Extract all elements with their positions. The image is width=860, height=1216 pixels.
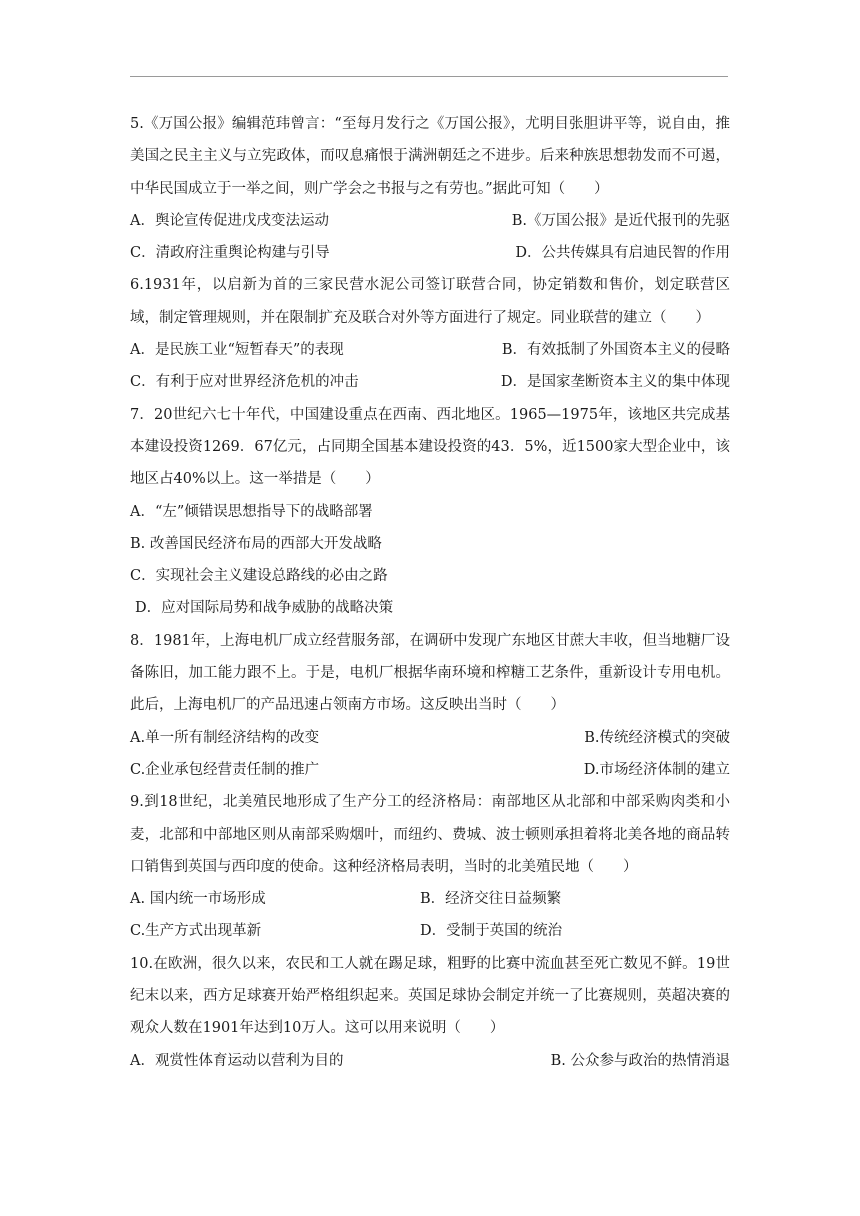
option-b: B. 改善国民经济布局的西部大开发战略 [130, 535, 382, 552]
option-d: D.市场经济体制的建立 [583, 761, 730, 778]
option-c: C.企业承包经营责任制的推广 [130, 761, 320, 778]
question-8 [130, 625, 730, 786]
option-row [130, 883, 730, 915]
header-rule [130, 76, 728, 77]
option-a: A.单一所有制经济结构的改变 [130, 729, 320, 746]
question-10 [130, 948, 730, 1077]
option-row [130, 334, 730, 366]
question-stem: 9.到18世纪，北美殖民地形成了生产分工的经济格局：南部地区从北部和中部采购肉类和小麦，北部和中部地区则从南部采购烟叶，而纽约、费城、波士顿则承担着将北美各地的商品转口销售到英国与西印度的使命。这种经济格局表明，当时的北美殖民地（ ） [130, 794, 730, 875]
question-7 [130, 399, 730, 625]
question-stem: 8．1981年，上海电机厂成立经营服务部，在调研中发现广东地区甘蔗大丰收，但当地糖厂设备陈旧，加工能力跟不上。于是，电机厂根据华南环境和榨糖工艺条件，重新设计专用电机。此后，上海电机厂的产品迅速占领南方市场。这反映出当时（ ） [130, 632, 730, 714]
option-row [130, 722, 730, 754]
option-d: D．公共传媒具有启迪民智的作用 [515, 245, 730, 262]
option-a: A．观赏性体育运动以营利为目的 [130, 1052, 344, 1069]
option-row [130, 915, 730, 947]
question-6 [130, 269, 730, 398]
option-row [130, 366, 730, 398]
option-a: A. 国内统一市场形成 [130, 891, 266, 908]
option-a: A．舆论宣传促进戊戌变法运动 [130, 212, 329, 229]
option-row [130, 1045, 730, 1077]
option-row [130, 205, 730, 237]
option-c: C．实现社会主义建设总路线的必由之路 [130, 568, 388, 585]
option-c: C．有利于应对世界经济危机的冲击 [130, 374, 359, 391]
option-d: D．受制于英国的统治 [420, 923, 563, 940]
option-row [130, 754, 730, 786]
option-row [130, 237, 730, 269]
option-c: C.生产方式出现革新 [130, 923, 262, 940]
option-d: D．是国家垄断资本主义的集中体现 [500, 374, 730, 391]
question-stem: 10.在欧洲，很久以来，农民和工人就在踢足球，粗野的比赛中流血甚至死亡数见不鲜。19世纪末以来，西方足球赛开始严格组织起来。英国足球协会制定并统一了比赛规则，英超决赛的观众人数在1901年达到10万人。这可以用来说明（ ） [130, 955, 730, 1037]
option-b: B.传统经济模式的突破 [584, 729, 730, 746]
option-c: C．清政府注重舆论构建与引导 [130, 245, 330, 262]
question-stem: 6.1931年，以启新为首的三家民营水泥公司签订联营合同，协定销数和售价，划定联营区域，制定管理规则，并在限制扩充及联合对外等方面进行了规定。同业联营的建立（ ） [130, 277, 730, 326]
question-9 [130, 786, 730, 947]
option-a: A．“左”倾错误思想指导下的战略部署 [130, 503, 373, 520]
question-stem: 5.《万国公报》编辑范玮曾言：“至每月发行之《万国公报》，尤明目张胆讲平等，说自由，推美国之民主主义与立宪政体，而叹息痛恨于满洲朝廷之不进步。后来种族思想勃发而不可遏，中华民国成立于一举之间，则广学会之书报与之有劳也。”据此可知（ ） [130, 116, 730, 197]
option-a: A．是民族工业“短暂春天”的表现 [130, 342, 344, 359]
exam-page-content [130, 108, 730, 1077]
option-d: D．应对国际局势和战争威胁的战略决策 [135, 600, 394, 617]
option-b: B.《万国公报》是近代报刊的先驱 [511, 212, 730, 229]
option-b: B．有效抵制了外国资本主义的侵略 [501, 342, 730, 359]
question-5 [130, 108, 730, 269]
option-b: B. 公众参与政治的热情消退 [550, 1052, 730, 1069]
question-stem: 7．20世纪六七十年代，中国建设重点在西南、西北地区。1965—1975年，该地区共完成基本建设投资1269．67亿元，占同期全国基本建设投资的43．5%，近1500家大型企业中，该地区占40%以上。这一举措是（ ） [130, 406, 730, 488]
option-b: B．经济交往日益频繁 [420, 891, 562, 908]
